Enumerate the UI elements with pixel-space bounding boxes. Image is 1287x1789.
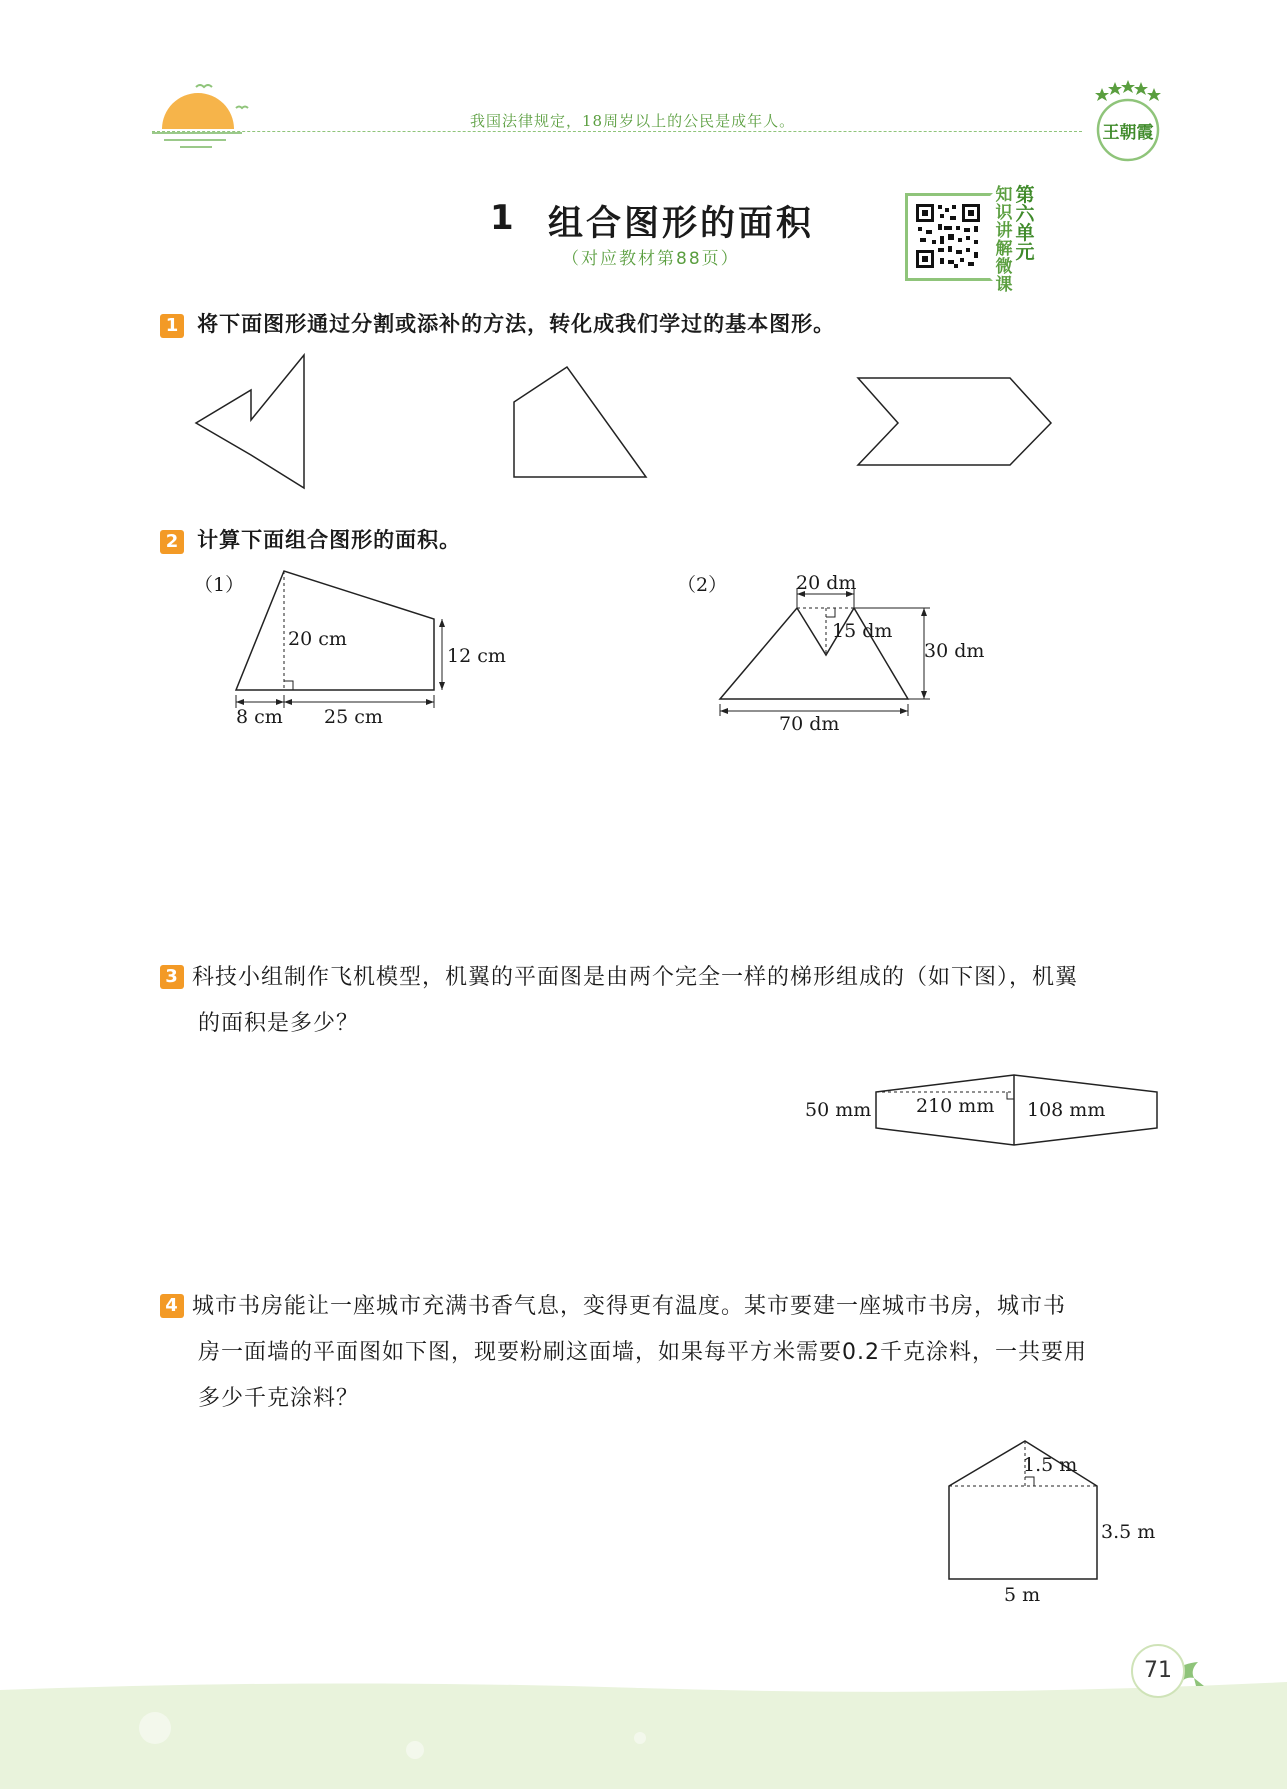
qr-caption-lesson: 知识讲解微课 <box>995 185 1013 295</box>
q3-left-side: 50 mm <box>805 1099 872 1121</box>
page-title: 组合图形的面积 <box>548 204 815 244</box>
q2-number: 2 <box>160 530 184 554</box>
q2-fig1-base-right: 25 cm <box>324 706 383 728</box>
q4-line1: 城市书房能让一座城市充满书香气息，变得更有温度。某市要建一座城市书房，城市书 <box>192 1294 1067 1319</box>
q2-fig2-base: 70 dm <box>779 713 840 735</box>
q2-fig2-notch: 15 dm <box>832 620 893 642</box>
q3-top: 210 mm <box>916 1095 995 1117</box>
page-subtitle: （对应教材第88页） <box>562 249 740 269</box>
page-number: 71 <box>1131 1644 1185 1698</box>
lesson-number: 1 <box>490 198 514 238</box>
q3-right-side: 108 mm <box>1027 1099 1106 1121</box>
q1-number: 1 <box>160 314 184 338</box>
q3-line2: 的面积是多少？ <box>198 1011 360 1036</box>
q2-fig2-top: 20 dm <box>796 572 857 594</box>
q4-line2: 房一面墙的平面图如下图，现要粉刷这面墙，如果每平方米需要0.2千克涂料，一共要用 <box>198 1340 1087 1365</box>
q4-wall-height: 3.5 m <box>1101 1521 1156 1543</box>
q2-fig1-height: 20 cm <box>288 628 347 650</box>
q4-width: 5 m <box>1004 1584 1041 1606</box>
q2-text: 计算下面组合图形的面积。 <box>197 528 462 552</box>
header-motto: 我国法律规定，18周岁以上的公民是成年人。 <box>470 112 796 130</box>
qr-caption-unit: 第六单元 <box>1015 184 1035 263</box>
q4-line3: 多少千克涂料？ <box>198 1386 360 1411</box>
q2-fig2-label: （2） <box>677 574 728 596</box>
q4-number: 4 <box>160 1294 184 1318</box>
q2-fig1-right: 12 cm <box>447 645 506 667</box>
q2-fig2-height: 30 dm <box>924 640 985 662</box>
brand-logo-text: 王朝霞 <box>1102 123 1154 143</box>
q2-fig1-label: （1） <box>194 574 245 596</box>
q2-fig1-base-left: 8 cm <box>236 706 283 728</box>
footer-band <box>0 1672 1287 1789</box>
q3-line1: 科技小组制作飞机模型，机翼的平面图是由两个完全一样的梯形组成的（如下图），机翼 <box>192 965 1079 990</box>
q4-roof-height: 1.5 m <box>1023 1454 1078 1476</box>
q3-number: 3 <box>160 965 184 989</box>
q1-text: 将下面图形通过分割或添补的方法，转化成我们学过的基本图形。 <box>197 312 836 336</box>
